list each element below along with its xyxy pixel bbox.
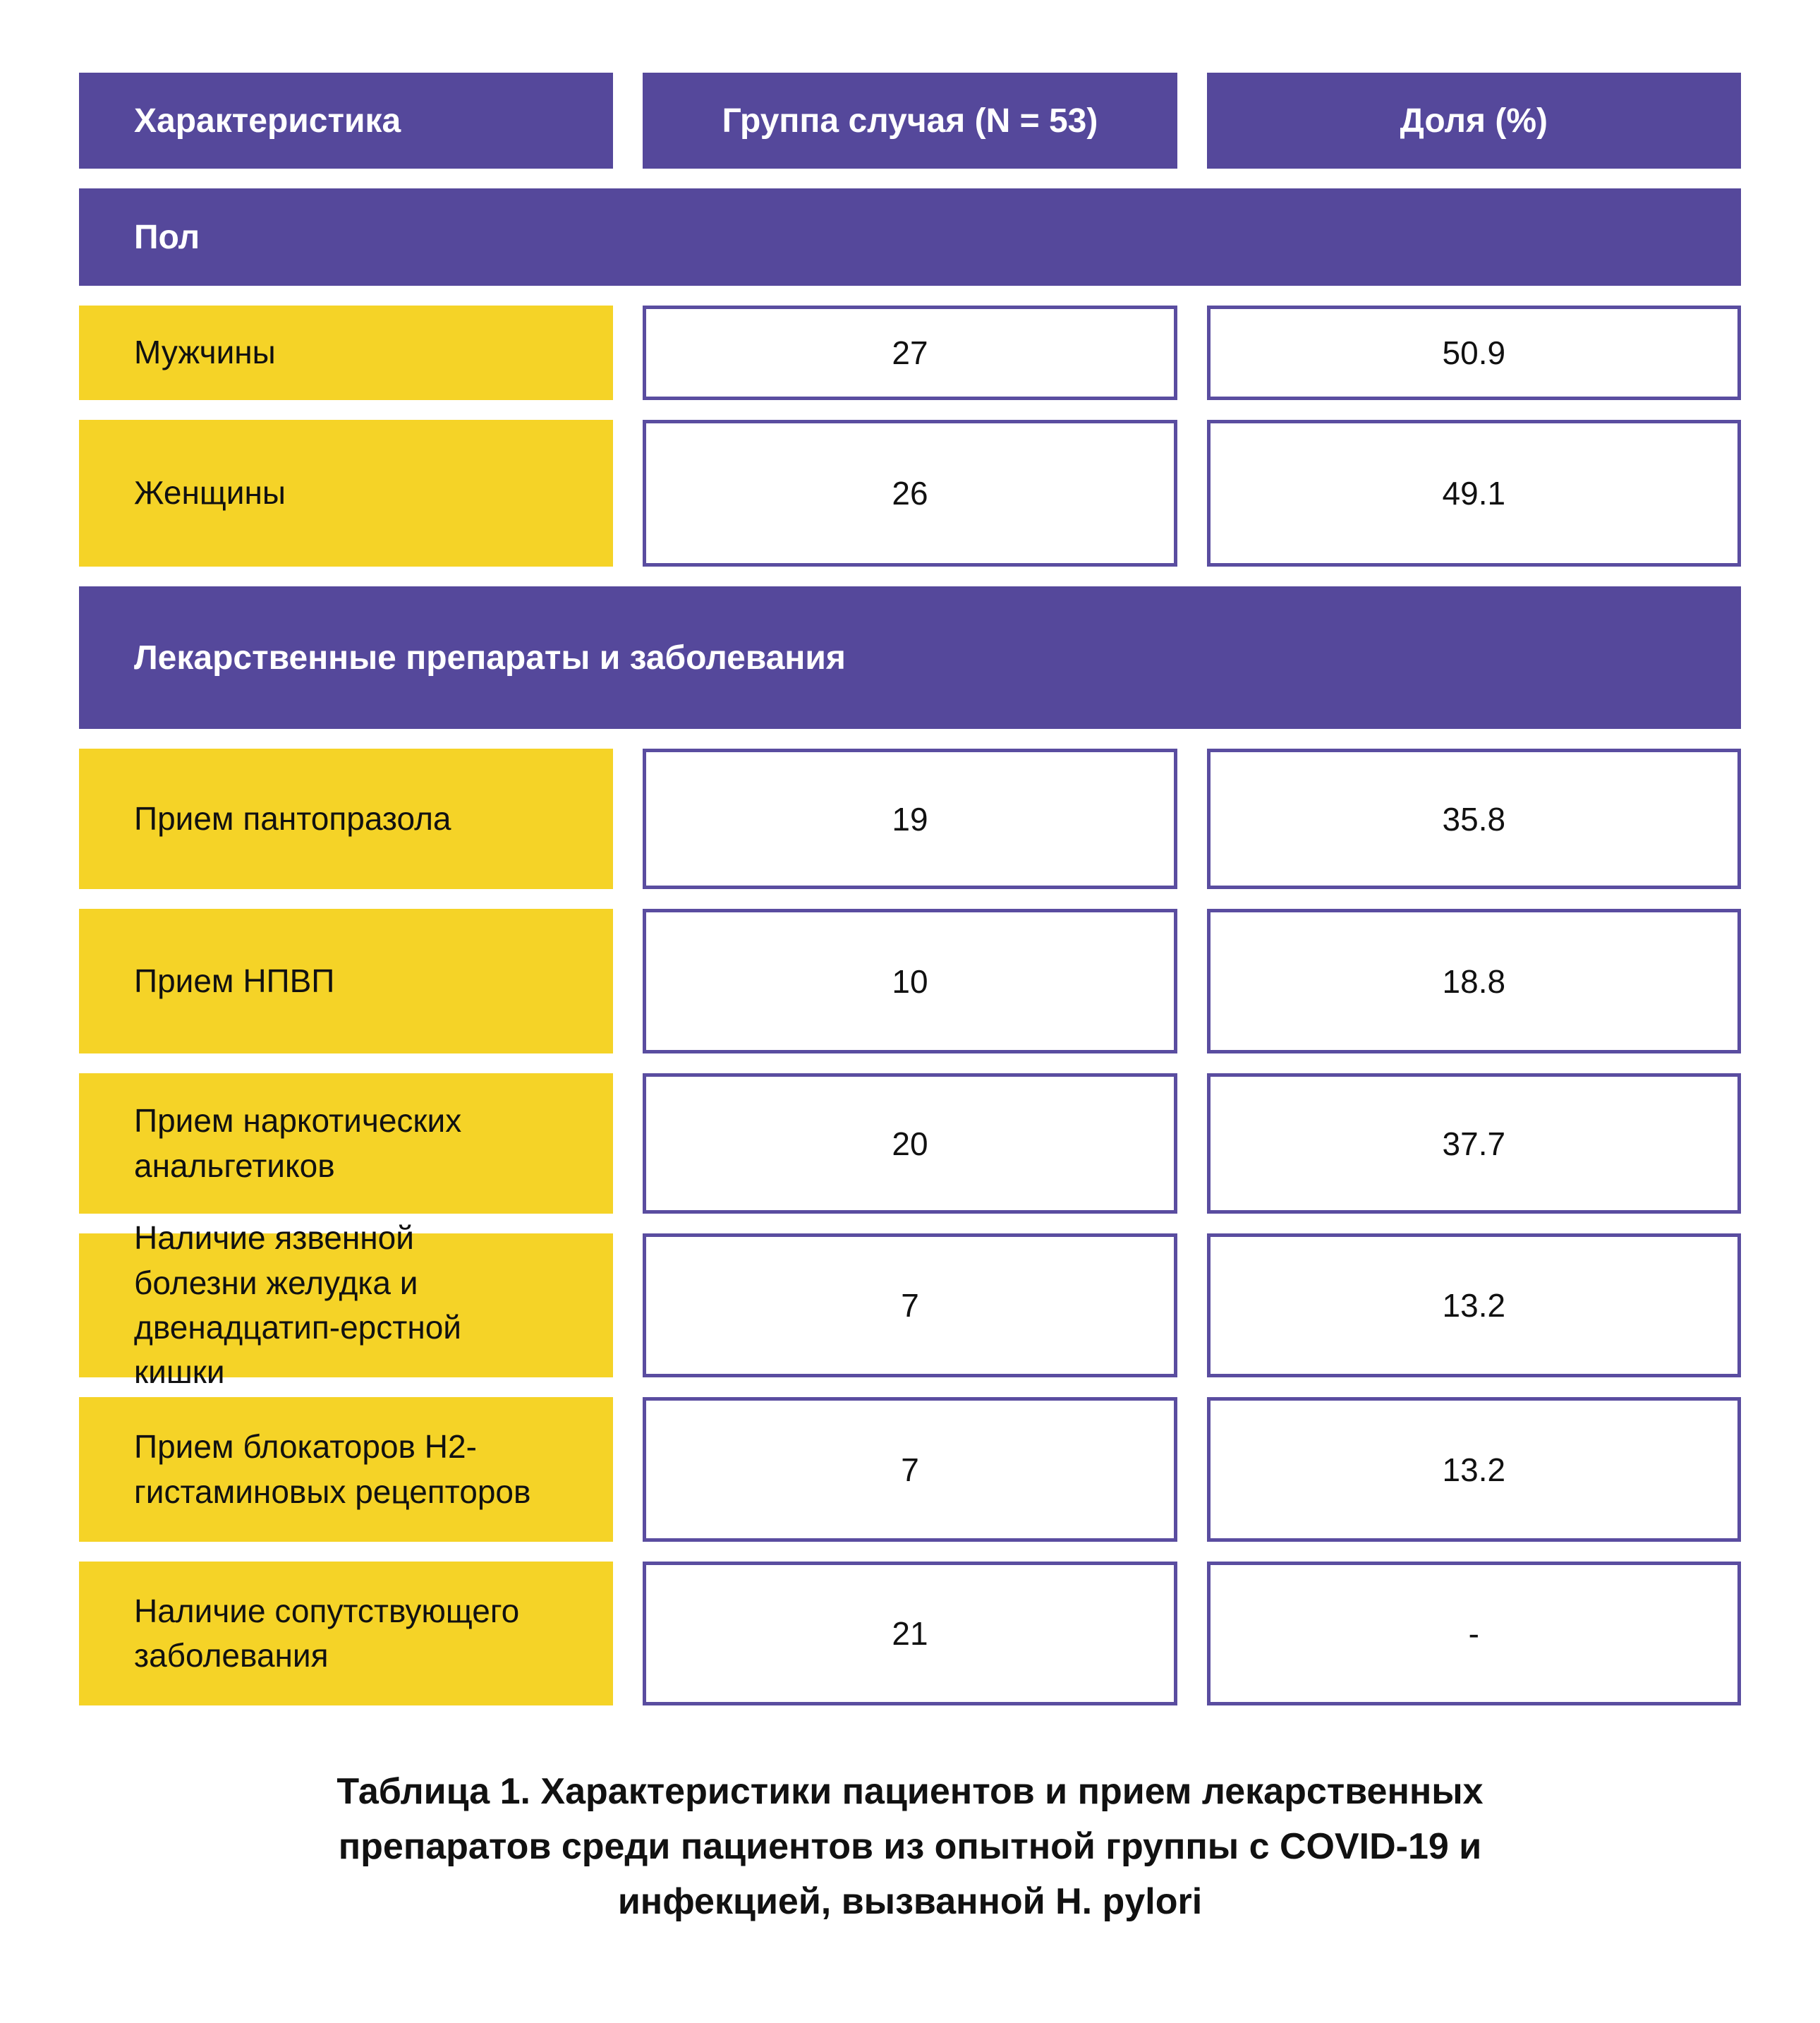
- section-header-medications: Лекарственные препараты и заболевания: [79, 586, 1741, 729]
- value-cell-h2-blockers-case-group: 7: [643, 1397, 1177, 1542]
- row-label-pantoprazole: Прием пантопразола: [79, 749, 613, 889]
- value-cell-pantoprazole-case-group: 19: [643, 749, 1177, 889]
- row-label-men: Мужчины: [79, 306, 613, 400]
- value-cell-pantoprazole-share: 35.8: [1207, 749, 1741, 889]
- table-caption-text: Таблица 1. Характеристики пациентов и прием лекарственных препаратов среди пациентов из опытной группы с COVID-19 и инфекцией, вызванной H. pylori: [336, 1771, 1484, 1922]
- value-cell-ulcer-disease-share: 13.2: [1207, 1233, 1741, 1377]
- value-cell-h2-blockers-share: 13.2: [1207, 1397, 1741, 1542]
- value-cell-women-case-group: 26: [643, 420, 1177, 567]
- row-label-women: Женщины: [79, 420, 613, 567]
- column-header-characteristic: Характеристика: [79, 73, 613, 169]
- table-caption: [0, 1764, 1820, 1929]
- value-cell-narcotic-analgesics-share: 37.7: [1207, 1073, 1741, 1214]
- patients-characteristics-table: [79, 73, 1741, 1705]
- value-cell-men-share: 50.9: [1207, 306, 1741, 400]
- column-header-share: Доля (%): [1207, 73, 1741, 169]
- section-header-sex: Пол: [79, 188, 1741, 286]
- row-label-narcotic-analgesics: Прием наркотических анальгетиков: [79, 1073, 613, 1214]
- column-header-case-group: Группа случая (N = 53): [643, 73, 1177, 169]
- value-cell-comorbidity-case-group: 21: [643, 1562, 1177, 1705]
- row-label-nsaid: Прием НПВП: [79, 909, 613, 1053]
- value-cell-ulcer-disease-case-group: 7: [643, 1233, 1177, 1377]
- row-label-ulcer-disease: Наличие язвенной болезни желудка и двенадцатип-ерстной кишки: [79, 1233, 613, 1377]
- row-label-h2-blockers: Прием блокаторов Н2-гистаминовых рецепторов: [79, 1397, 613, 1542]
- value-cell-narcotic-analgesics-case-group: 20: [643, 1073, 1177, 1214]
- row-label-comorbidity: Наличие сопутствующего заболевания: [79, 1562, 613, 1705]
- value-cell-nsaid-share: 18.8: [1207, 909, 1741, 1053]
- value-cell-comorbidity-share: -: [1207, 1562, 1741, 1705]
- value-cell-men-case-group: 27: [643, 306, 1177, 400]
- value-cell-nsaid-case-group: 10: [643, 909, 1177, 1053]
- value-cell-women-share: 49.1: [1207, 420, 1741, 567]
